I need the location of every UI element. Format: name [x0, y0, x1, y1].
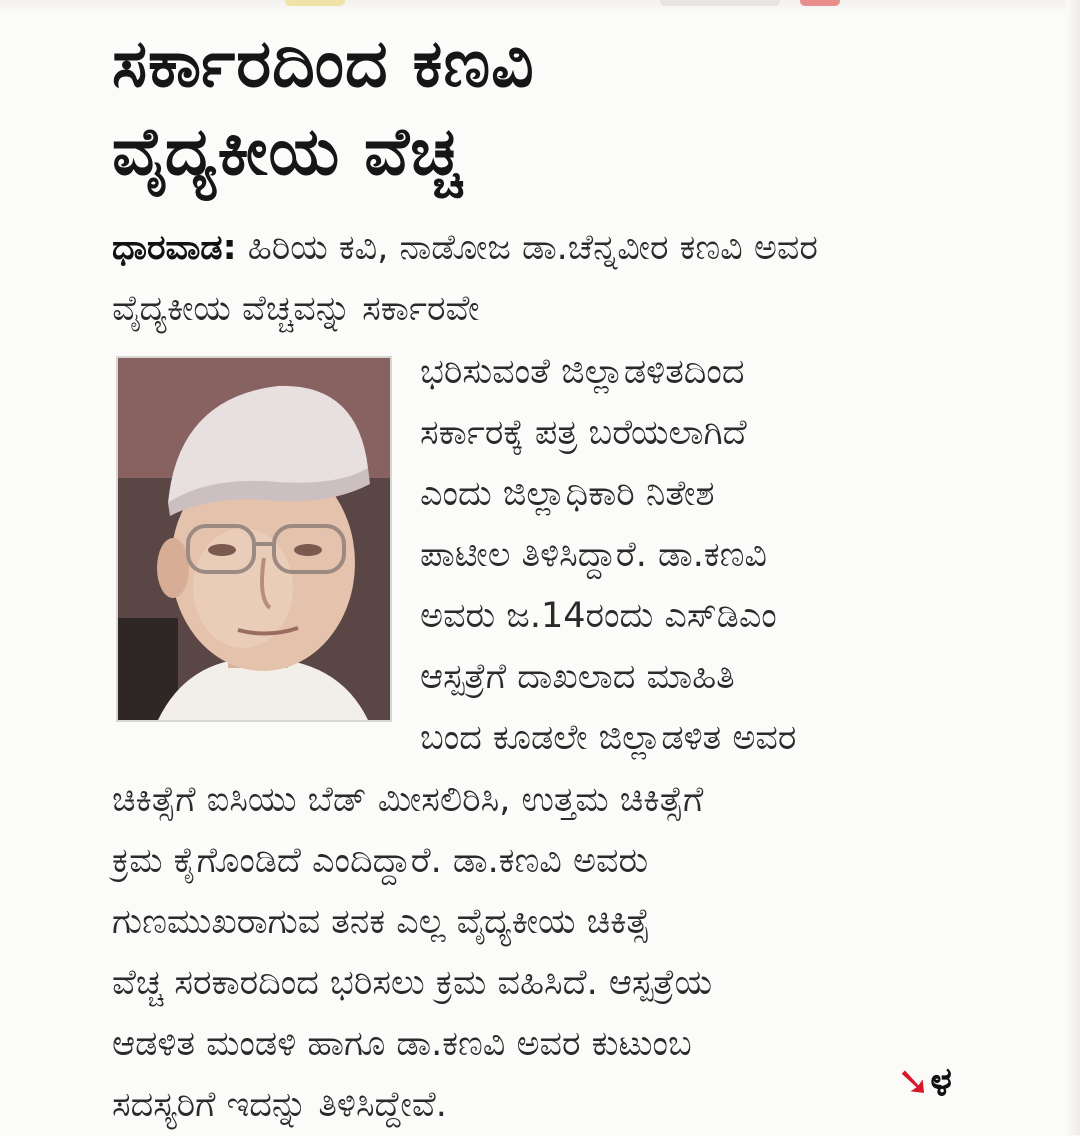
- headline-line-1: ಸರ್ಕಾರದಿಂದ ಕಣವಿ: [112, 25, 535, 102]
- news-article: [112, 20, 962, 1125]
- clipped-fragment: [660, 0, 780, 6]
- text-line: ಅವರು ಜ.14ರಂದು ಎಸ್‌ಡಿಎಂ: [420, 596, 777, 636]
- text-line: ಪಾಟೀಲ ತಿಳಿಸಿದ್ದಾರೆ. ಡಾ.ಕಣವಿ: [420, 535, 767, 575]
- arrow-icon: ➘: [896, 1059, 931, 1105]
- clipped-fragment: [285, 0, 345, 6]
- dateline: ಧಾರವಾಡ:: [112, 228, 237, 268]
- clipped-fragment: [800, 0, 840, 6]
- lead-text: ಹಿರಿಯ ಕವಿ, ನಾಡೋಜ ಡಾ.ಚೆನ್ನವೀರ ಕಣವಿ ಅವರ ವೈದ್ಯಕೀಯ ವೆಚ್ಚವನ್ನು ಸರ್ಕಾರವೇ: [112, 228, 818, 329]
- page-edge-shadow: [1066, 0, 1080, 1135]
- previous-article-edge: [0, 0, 1080, 14]
- portrait-photo: [116, 356, 392, 722]
- text-line: ಆಡಳಿತ ಮಂಡಳಿ ಹಾಗೂ ಡಾ.ಕಣವಿ ಅವರ ಕುಟುಂಬ: [112, 1024, 692, 1064]
- headline: [112, 20, 932, 196]
- text-line: ಗುಣಮುಖರಾಗುವ ತನಕ ಎಲ್ಲ ವೈದ್ಯಕೀಯ ಚಿಕಿತ್ಸೆ: [112, 902, 650, 942]
- text-line: ಬಂದ ಕೂಡಲೇ ಜಿಲ್ಲಾಡಳಿತ ಅವರ: [420, 718, 797, 758]
- text-line: ಭರಿಸುವಂತೆ ಜಿಲ್ಲಾಡಳಿತದಿಂದ: [420, 352, 745, 392]
- text-line: ಚಿಕಿತ್ಸೆಗೆ ಐಸಿಯು ಬೆಡ್ ಮೀಸಲಿರಿಸಿ, ಉತ್ತಮ ಚಿಕಿತ್ಸೆಗೆ: [112, 780, 704, 820]
- text-line: ಎಂದು ಜಿಲ್ಲಾಧಿಕಾರಿ ನಿತೇಶ: [420, 474, 715, 514]
- headline-line-2: ವೈದ್ಯಕೀಯ ವೆಚ್ಚ: [112, 113, 463, 190]
- portrait-illustration: [118, 358, 390, 720]
- text-line: ಸದಸ್ಯರಿಗೆ ಇದನ್ನು ತಿಳಿಸಿದ್ದೇವೆ.: [112, 1085, 447, 1125]
- article-side-paragraph: [420, 342, 960, 769]
- article-end-marker: [896, 1059, 952, 1105]
- text-line: ಸರ್ಕಾರಕ್ಕೆ ಪತ್ರ ಬರೆಯಲಾಗಿದೆ: [420, 413, 747, 453]
- text-line: ಕ್ರಮ ಕೈಗೊಂಡಿದೆ ಎಂದಿದ್ದಾರೆ. ಡಾ.ಕಣವಿ ಅವರು: [112, 841, 649, 881]
- article-lead-paragraph: [112, 218, 942, 340]
- text-line: ವೆಚ್ಚ ಸರಕಾರದಿಂದ ಭರಿಸಲು ಕ್ರಮ ವಹಿಸಿದೆ. ಆಸ್ಪತ್ರೆಯ: [112, 963, 713, 1003]
- text-line: ಆಸ್ಪತ್ರೆಗೆ ದಾಖಲಾದ ಮಾಹಿತಿ: [420, 657, 735, 697]
- end-glyph: ಳ: [930, 1059, 952, 1105]
- article-bottom-paragraph: [112, 770, 962, 1136]
